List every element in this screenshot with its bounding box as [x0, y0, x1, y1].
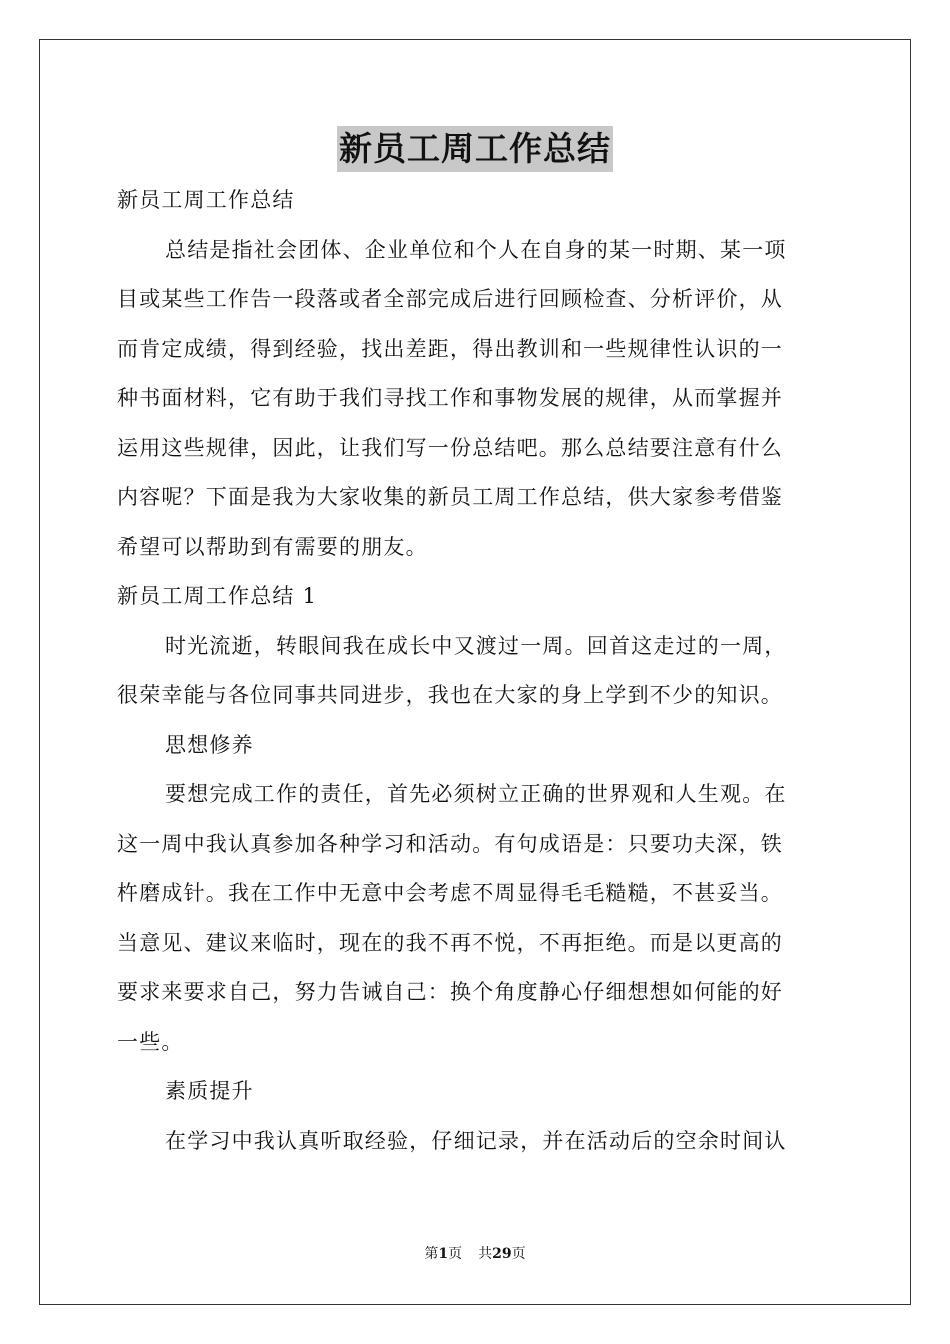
page-unit: 页 [448, 1246, 463, 1262]
paragraph-line: 要求来要求自己，努力告诫自己：换个角度静心仔细想想如何能的好 [117, 980, 783, 1004]
subtitle-line: 新员工周工作总结 [117, 188, 295, 212]
page-prefix: 第 [424, 1246, 439, 1262]
document-body [117, 176, 837, 1166]
subsection-heading: 思想修养 [165, 732, 254, 757]
paragraph-line: 当意见、建议来临时，现在的我不再不悦，不再拒绝。而是以更高的 [117, 930, 783, 955]
subsection-heading: 素质提升 [165, 1079, 254, 1103]
total-unit: 页 [511, 1246, 526, 1262]
paragraph-line: 运用这些规律，因此，让我们写一份总结吧。那么总结要注意有什么 [117, 435, 783, 460]
total-prefix: 共 [478, 1246, 493, 1262]
section-heading: 新员工周工作总结 1 [117, 584, 318, 608]
paragraph-line: 时光流逝，转眼间我在成长中又渡过一周。回首这走过的一周， [165, 633, 787, 658]
paragraph-line: 在学习中我认真听取经验，仔细记录，并在活动后的空余时间认 [165, 1128, 787, 1153]
current-page-number: 1 [438, 1246, 449, 1262]
paragraph-line: 一些。 [117, 1029, 184, 1054]
paragraph-line: 杵磨成针。我在工作中无意中会考虑不周显得毛毛糙糙，不甚妥当。 [117, 881, 783, 905]
paragraph-line: 而肯定成绩，得到经验，找出差距，得出教训和一些规律性认识的一 [117, 336, 783, 361]
paragraph-line: 目或某些工作告一段落或者全部完成后进行回顾检查、分析评价，从 [117, 287, 783, 311]
title-container [0, 126, 950, 172]
paragraph-line: 种书面材料，它有助于我们寻找工作和事物发展的规律，从而掌握并 [117, 386, 783, 410]
paragraph-line: 这一周中我认真参加各种学习和活动。有句成语是：只要功夫深，铁 [117, 831, 783, 856]
paragraph-line: 希望可以帮助到有需要的朋友。 [117, 534, 428, 559]
paragraph-line: 总结是指社会团体、企业单位和个人在自身的某一时期、某一项 [165, 237, 787, 262]
total-pages-number: 29 [492, 1246, 512, 1262]
paragraph-line: 要想完成工作的责任，首先必须树立正确的世界观和人生观。在 [165, 782, 787, 806]
document-title: 新员工周工作总结 [337, 126, 613, 172]
page-footer [0, 1243, 950, 1263]
paragraph-line: 内容呢？下面是我为大家收集的新员工周工作总结，供大家参考借鉴 [117, 485, 783, 509]
paragraph-line: 很荣幸能与各位同事共同进步，我也在大家的身上学到不少的知识。 [117, 683, 783, 707]
